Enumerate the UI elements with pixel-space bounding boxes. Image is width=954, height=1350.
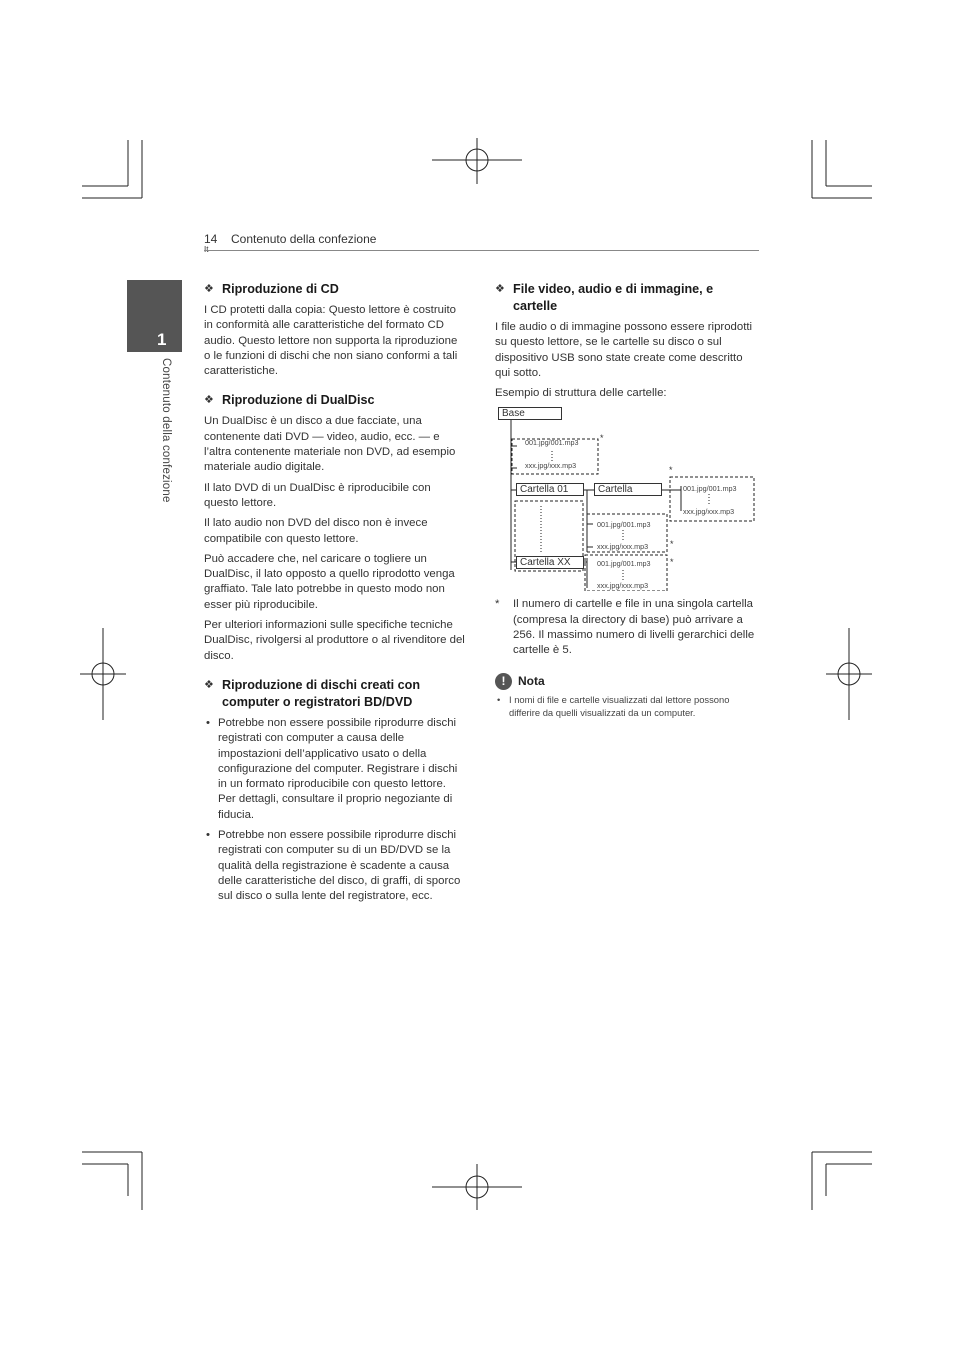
chapter-tab-label: Contenuto della confezione [160,358,172,503]
file-name: 001.jpg/001.mp3 [683,484,737,494]
registration-mark-bottom [432,1164,522,1210]
paragraph: I file audio o di immagine possono essere riprodotti su questo lettore, se le cartelle su disco o sul dispositivo USB sono state create come descritto qui sotto. [495,321,753,379]
paragraph: Esempio di struttura delle cartelle: [495,387,667,400]
file-name: xxx.jpg/xxx.mp3 [597,542,649,552]
file-name: xxx.jpg/xxx.mp3 [597,581,649,591]
footnote-text: Il numero di cartelle e file in una singola cartella (compresa la directory di base) può arrivare a 256. Il massimo numero di livelli gerarchici delle cartelle è 5. [513,598,755,657]
right-column [495,281,757,719]
chapter-number: 1 [157,330,167,349]
section-heading-computer-discs: ❖ Riproduzione di dischi creati con computer o registratori BD/DVD [204,677,421,709]
asterisk-mark: * [600,433,604,444]
paragraph: I CD protetti dalla copia: Questo lettore è costruito in conformità alle caratteristiche del formato CD audio. Questo lettore non supporta la riproduzione o le funzioni di dischi che non siano conformi a tali caratteristiche. [204,304,458,378]
registration-mark-right [826,628,872,720]
diamond-bullet-icon: ❖ [495,283,505,295]
file-name: xxx.jpg/xxx.mp3 [525,461,577,471]
paragraph: Può accadere che, nel caricare o togliere un DualDisc, il lato opposto a quello riprodotto venga graffiato. Tale lato potrebbe in questo modo non esser più riproducibile. [204,552,455,611]
diamond-bullet-icon: ❖ [204,678,214,691]
asterisk-mark: * [669,465,673,476]
diamond-bullet-icon: ❖ [204,283,214,295]
crop-mark-top-right [812,140,872,198]
running-header-title: Contenuto della confezione [231,232,377,246]
paragraph: Il lato audio non DVD del disco non è invece compatibile con questo lettore. [204,517,428,545]
bullet-list [204,716,466,905]
section-heading-dualdisc: ❖ Riproduzione di DualDisc [204,393,375,408]
file-name: 001.jpg/001.mp3 [597,559,651,569]
crop-mark-top-left [82,140,142,198]
paragraph: Il lato DVD di un DualDisc è riproducibile con questo lettore. [204,481,431,509]
list-item: • Potrebbe non essere possibile riprodurre dischi registrati con computer a causa delle impostazioni dell’applicativo usato o della configurazione del computer. Registrare i dischi in un formato riproducibile con questo lettore. Per dettagli, consultare il proprio negoziante di fiducia. [204,716,466,823]
asterisk-mark: * [670,539,674,550]
paragraph: Per ulteriori informazioni sulle specifiche tecniche DualDisc, rivolgersi al produttore o al rivenditore del disco. [204,619,465,662]
folder-cartella-xx: Cartella XX [516,556,584,569]
exclamation-icon: ! [495,673,512,690]
list-item: • Potrebbe non essere possibile riprodurre dischi registrati con computer su di un BD/DVD se la qualità della registrazione è scadente a causa delle caratteristiche del disco, di graffi, di sporco sul disco o sulla lente del registratore, ecc. [204,828,466,904]
note-list [495,693,757,719]
crop-mark-bottom-right [812,1152,872,1210]
folder-cartella: Cartella [594,483,662,496]
footnote-marker: * [495,598,500,611]
footnote [495,597,757,658]
file-name: xxx.jpg/xxx.mp3 [683,507,735,517]
folder-structure-diagram [495,406,757,591]
page-number: 14 [204,232,218,246]
folder-cartella-01: Cartella 01 [516,483,584,496]
list-item: • I nomi di file e cartelle visualizzati dal lettore possono differire da quelli visualizzati da un computer. [495,693,757,719]
header-rule [204,250,759,251]
note-heading [495,673,757,690]
folder-base: Base [498,407,562,420]
registration-mark-top [432,138,522,184]
file-name: 001.jpg/001.mp3 [525,438,579,448]
registration-mark-left [80,628,126,720]
chapter-tab [127,280,182,352]
asterisk-mark: * [670,557,674,568]
paragraph: Un DualDisc è un disco a due facciate, una contenente dati DVD — video, audio, ecc. — e l’altra contenente materiale non DVD, ad esempio materiale audio digitale. [204,415,456,474]
section-heading-files-folders: ❖ File video, audio e di immagine, e cartelle [495,282,714,313]
diamond-bullet-icon: ❖ [204,394,214,407]
section-heading-cd: ❖ Riproduzione di CD [204,282,339,296]
file-name: 001.jpg/001.mp3 [597,520,651,530]
note-title: Nota [518,674,545,689]
crop-mark-bottom-left [82,1152,142,1210]
left-column [204,281,466,910]
